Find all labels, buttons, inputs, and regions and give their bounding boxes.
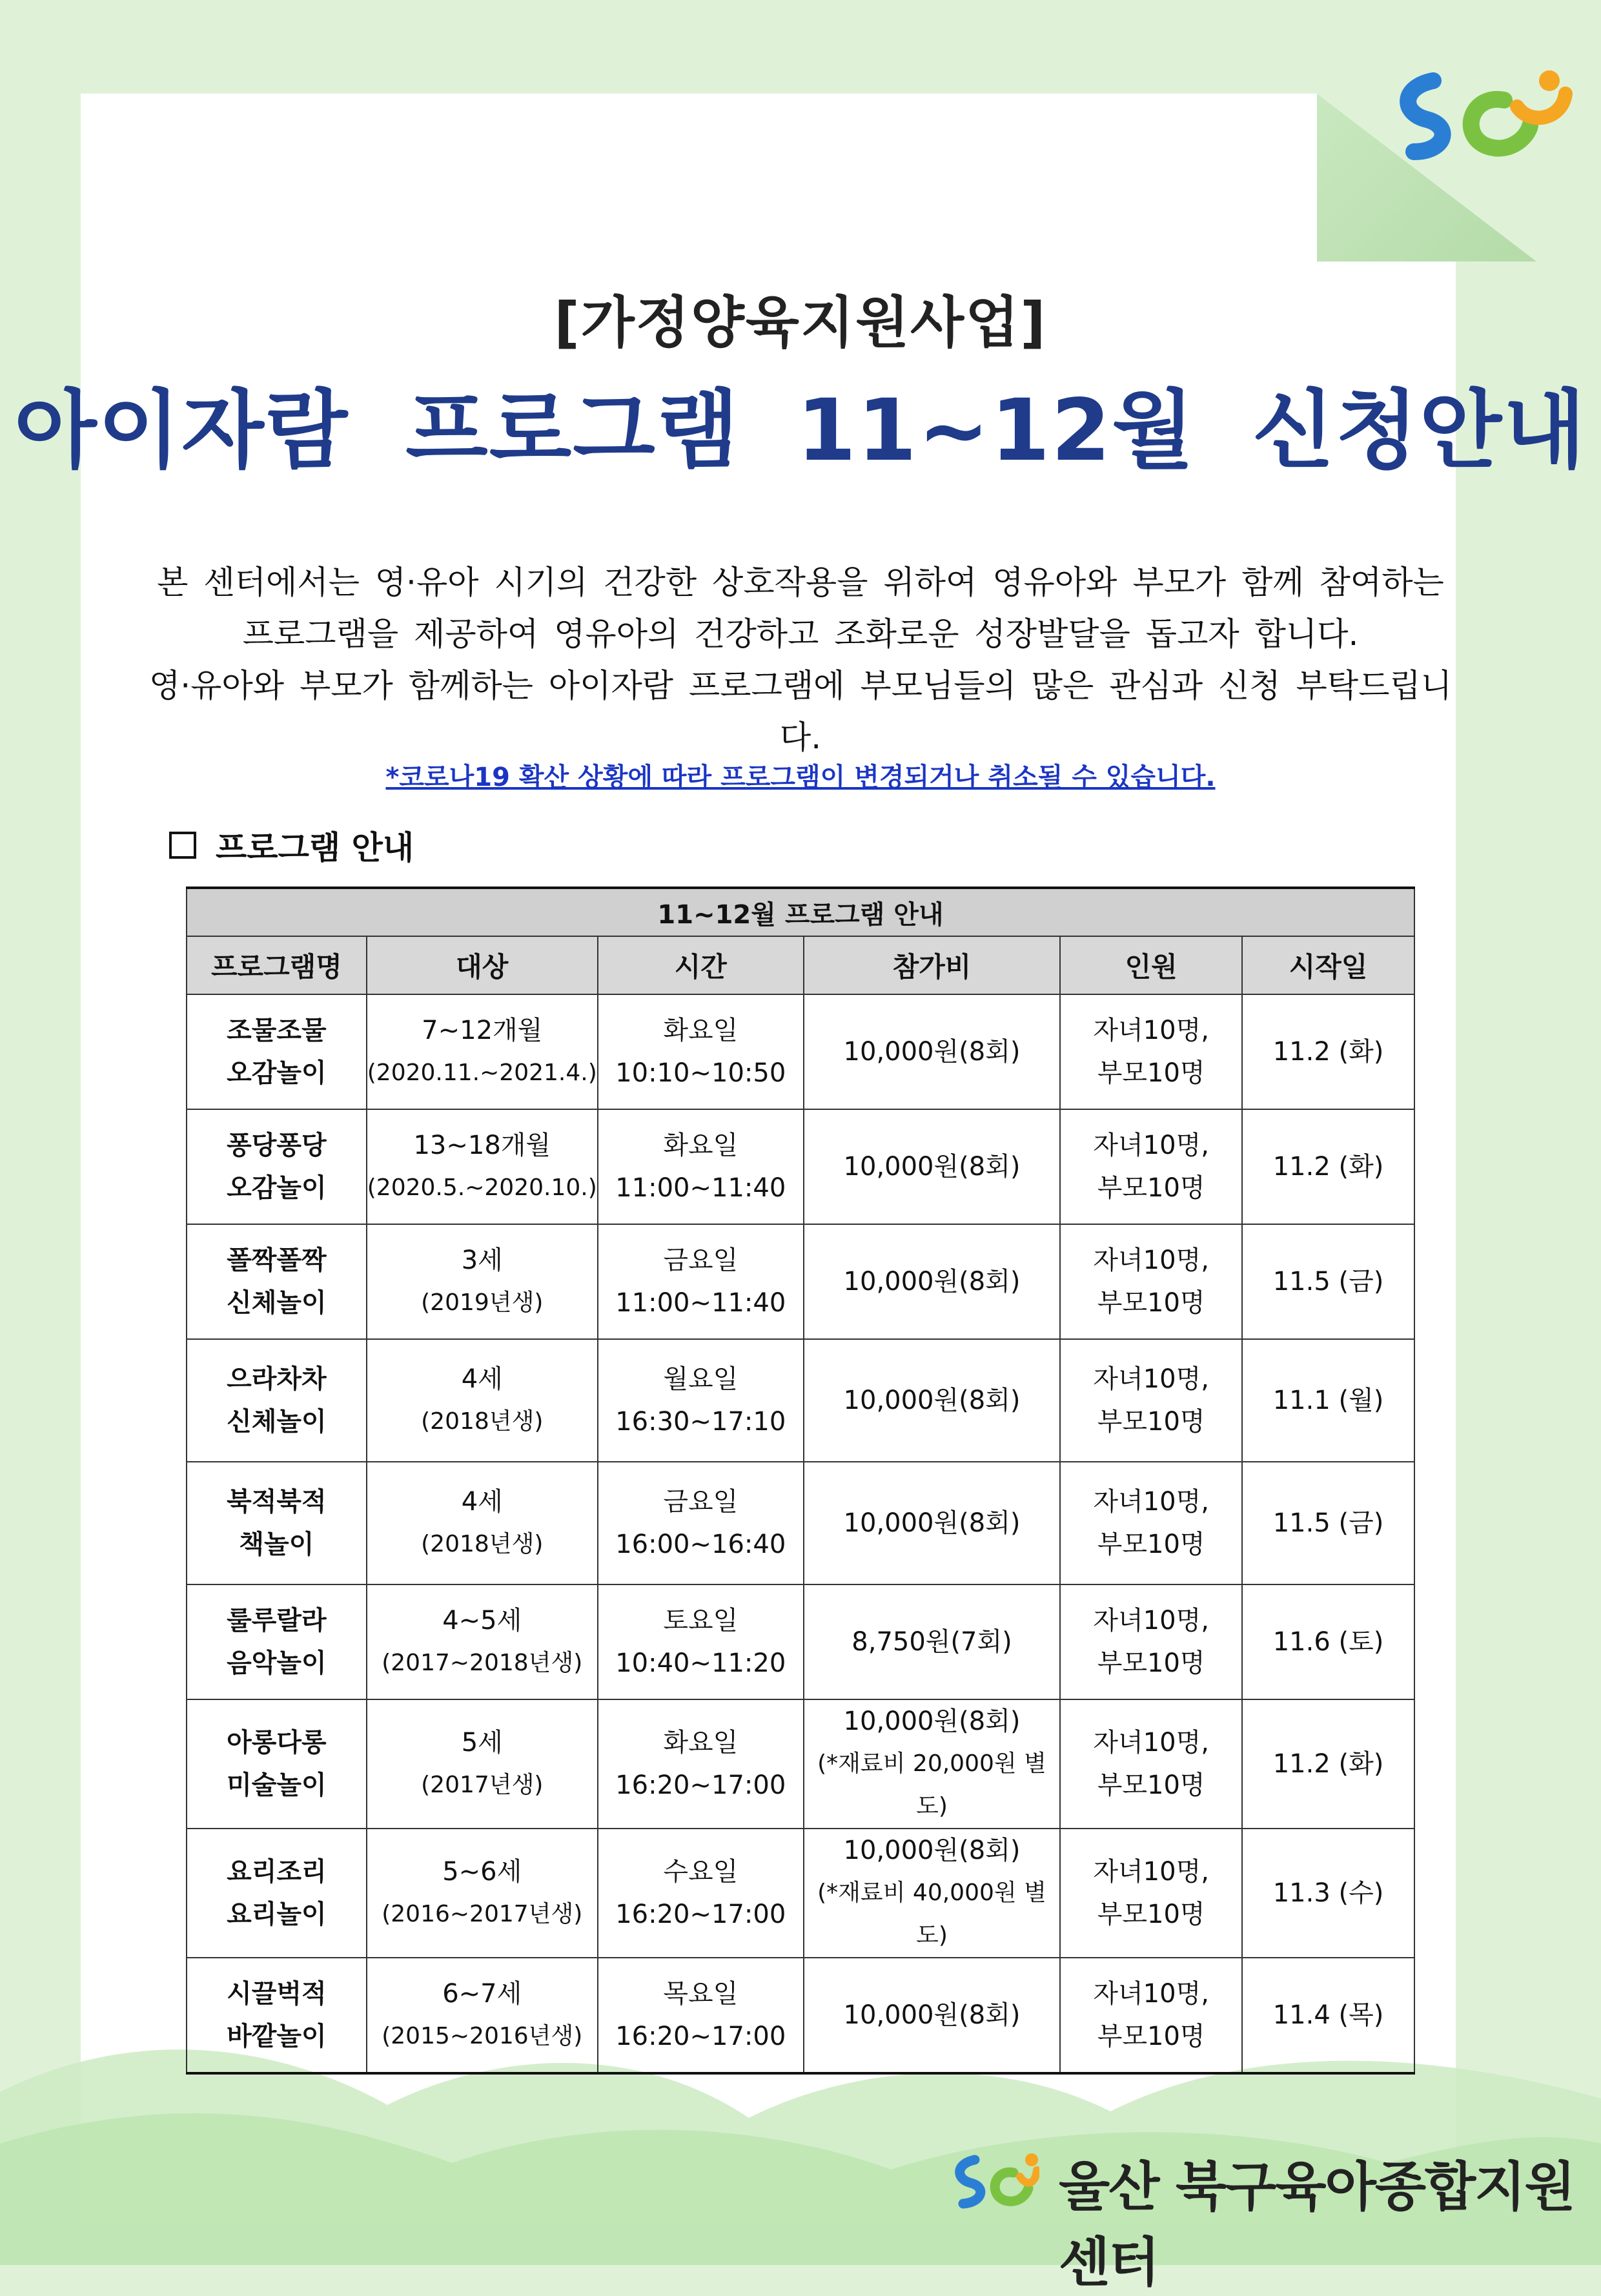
cell-cap-line-2: 부모10명 (1097, 1173, 1205, 1203)
cell-fee-line-1: 10,000원(8회) (843, 1836, 1021, 1865)
cell-time-line-2: 11:00~11:40 (615, 1288, 786, 1318)
header-time: 시간 (598, 936, 804, 994)
table-row (187, 1699, 1414, 1829)
cell-cap-line-2: 부모10명 (1097, 1530, 1205, 1559)
cell-cap (1060, 1584, 1242, 1699)
cell-fee-line-2: (*재료비 40,000원 별도) (817, 1880, 1046, 1949)
cell-time-line-2: 16:20~17:00 (615, 2022, 786, 2051)
cell-target-line-2: (2018년생) (421, 1408, 544, 1435)
cell-fee (804, 1109, 1060, 1224)
footer-logo-icon (949, 2147, 1039, 2218)
cell-time (598, 1109, 804, 1224)
cell-time (598, 1829, 804, 1958)
cell-name (187, 1462, 367, 1584)
cell-name-line-1: 퐁당퐁당 (227, 1131, 327, 1160)
cell-target-line-1: 3세 (461, 1245, 503, 1275)
category-title: [가정양육지원사업] (554, 291, 1047, 355)
cell-cap-line-1: 자녀10명, (1093, 1487, 1209, 1517)
cell-name (187, 1584, 367, 1699)
table-row (187, 1462, 1414, 1584)
table-row (187, 1224, 1414, 1339)
cell-time-line-2: 11:00~11:40 (615, 1173, 786, 1203)
cell-cap-line-1: 자녀10명, (1093, 1131, 1209, 1160)
intro-line-2: 프로그램을 제공하여 영유아의 건강하고 조화로운 성장발달을 돕고자 합니다. (242, 615, 1359, 653)
cell-fee (804, 1462, 1060, 1584)
cell-target-line-2: (2018년생) (421, 1531, 544, 1557)
cell-name (187, 1224, 367, 1339)
cell-time (598, 1339, 804, 1462)
cell-name (187, 1109, 367, 1224)
cell-cap-line-1: 자녀10명, (1093, 1857, 1209, 1887)
cell-fee-line-1: 10,000원(8회) (843, 1707, 1021, 1736)
cell-start-line-1: 11.1 (월) (1272, 1386, 1384, 1415)
cell-name (187, 1339, 367, 1462)
header-capacity: 인원 (1060, 936, 1242, 994)
cell-target (367, 994, 598, 1109)
cell-start (1242, 1829, 1414, 1958)
cell-cap (1060, 1829, 1242, 1958)
cell-name-line-1: 조물조물 (227, 1016, 327, 1045)
cell-name-line-2: 미술놀이 (227, 1770, 327, 1800)
cell-cap (1060, 1462, 1242, 1584)
table-row (187, 1829, 1414, 1958)
cell-start-line-1: 11.2 (화) (1272, 1152, 1384, 1182)
cell-cap-line-2: 부모10명 (1097, 1407, 1205, 1437)
cell-target-line-2: (2016~2017년생) (382, 1901, 583, 1927)
center-logo-icon (1388, 55, 1575, 171)
cell-start-line-1: 11.5 (금) (1272, 1267, 1384, 1297)
cell-target (367, 1699, 598, 1829)
cell-time (598, 1958, 804, 2073)
intro-paragraph (129, 557, 1472, 763)
cell-fee-line-1: 10,000원(8회) (843, 1037, 1021, 1067)
cell-time (598, 1699, 804, 1829)
cell-time-line-2: 16:20~17:00 (615, 1770, 786, 1800)
cell-name-line-2: 오감놀이 (227, 1058, 327, 1088)
table-row (187, 994, 1414, 1109)
cell-cap-line-2: 부모10명 (1097, 1648, 1205, 1678)
cell-fee-line-1: 10,000원(8회) (843, 2000, 1021, 2030)
header-target: 대상 (367, 936, 598, 994)
cell-name-line-1: 폴짝폴짝 (227, 1245, 327, 1275)
cell-cap-line-2: 부모10명 (1097, 1770, 1205, 1800)
table-row (187, 1109, 1414, 1224)
cell-target (367, 1462, 598, 1584)
cell-name (187, 1829, 367, 1958)
cell-time-line-1: 금요일 (663, 1487, 739, 1517)
cell-time-line-1: 토요일 (663, 1606, 739, 1635)
header-start-date: 시작일 (1242, 936, 1414, 994)
cell-target-line-1: 5~6세 (442, 1857, 522, 1887)
cell-name-line-1: 요리조리 (227, 1857, 327, 1887)
cell-name-line-2: 신체놀이 (227, 1288, 327, 1318)
cell-fee (804, 1699, 1060, 1829)
cell-time-line-2: 10:10~10:50 (615, 1058, 786, 1088)
intro-line-1: 본 센터에서는 영·유아 시기의 건강한 상호작용을 위하여 영유아와 부모가 함께 참여하는 (157, 564, 1444, 601)
checkbox-square-icon (169, 832, 196, 859)
cell-target (367, 1829, 598, 1958)
cell-target-line-2: (2019년생) (421, 1289, 544, 1316)
cell-name (187, 994, 367, 1109)
cell-fee-line-2: (*재료비 20,000원 별도) (817, 1750, 1046, 1819)
cell-cap (1060, 1339, 1242, 1462)
cell-target (367, 1339, 598, 1462)
cell-cap-line-1: 자녀10명, (1093, 1364, 1209, 1394)
cell-cap-line-2: 부모10명 (1097, 1058, 1205, 1088)
cell-cap-line-1: 자녀10명, (1093, 1245, 1209, 1275)
cell-time-line-1: 금요일 (663, 1245, 739, 1275)
cell-time-line-1: 화요일 (663, 1131, 739, 1160)
cell-time (598, 1462, 804, 1584)
intro-line-3: 영·유아와 부모가 함께하는 아이자람 프로그램에 부모님들의 많은 관심과 신청 부탁드립니다. (148, 667, 1453, 756)
header-fee: 참가비 (804, 936, 1060, 994)
cell-fee (804, 1339, 1060, 1462)
cell-target-line-1: 4~5세 (442, 1606, 522, 1635)
cell-start (1242, 1699, 1414, 1829)
cell-name-line-2: 신체놀이 (227, 1407, 327, 1437)
cell-target-line-1: 13~18개월 (413, 1131, 551, 1160)
cell-start-line-1: 11.6 (토) (1272, 1627, 1384, 1657)
cell-fee-line-1: 8,750원(7회) (851, 1627, 1012, 1657)
cell-cap (1060, 1958, 1242, 2073)
cell-fee (804, 1224, 1060, 1339)
program-table (186, 887, 1415, 2075)
cell-cap-line-2: 부모10명 (1097, 1288, 1205, 1318)
cell-name-line-2: 음악놀이 (227, 1648, 327, 1678)
cell-target (367, 1109, 598, 1224)
cell-name-line-1: 아롱다롱 (227, 1728, 327, 1758)
cell-name-line-1: 북적북적 (227, 1487, 327, 1517)
cell-target-line-1: 4세 (461, 1364, 503, 1394)
cell-cap-line-1: 자녀10명, (1093, 1606, 1209, 1635)
cell-target (367, 1224, 598, 1339)
cell-target-line-2: (2017~2018년생) (382, 1650, 583, 1676)
cell-start-line-1: 11.4 (목) (1272, 2000, 1384, 2030)
cell-target-line-2: (2020.5.~2020.10.) (367, 1174, 597, 1201)
header-program-name: 프로그램명 (187, 936, 367, 994)
cell-start (1242, 994, 1414, 1109)
cell-fee-line-1: 10,000원(8회) (843, 1267, 1021, 1297)
cell-time (598, 994, 804, 1109)
cell-start (1242, 1109, 1414, 1224)
cell-time-line-1: 수요일 (663, 1857, 739, 1887)
cell-start-line-1: 11.2 (화) (1272, 1749, 1384, 1779)
cell-time-line-1: 화요일 (663, 1016, 739, 1045)
cell-cap-line-1: 자녀10명, (1093, 1979, 1209, 2009)
cell-time-line-1: 월요일 (663, 1364, 739, 1394)
organization-name: 울산 북구육아종합지원센터 (1059, 2157, 1575, 2293)
cell-name-line-1: 시끌벅적 (227, 1979, 327, 2009)
table-row (187, 1339, 1414, 1462)
table-row (187, 1958, 1414, 2073)
cell-name-line-2: 책놀이 (239, 1530, 314, 1559)
cell-start-line-1: 11.3 (수) (1272, 1878, 1384, 1908)
cell-name-line-2: 오감놀이 (227, 1173, 327, 1203)
cell-target-line-2: (2020.11.~2021.4.) (367, 1060, 597, 1086)
cell-target-line-1: 4세 (461, 1487, 503, 1517)
cell-time-line-1: 화요일 (663, 1728, 739, 1758)
cell-name-line-2: 바깥놀이 (227, 2022, 327, 2051)
cell-time-line-2: 10:40~11:20 (615, 1648, 786, 1678)
cell-target-line-2: (2017년생) (421, 1772, 544, 1798)
cell-target (367, 1958, 598, 2073)
cell-target-line-1: 7~12개월 (422, 1016, 543, 1045)
section-title: 프로그램 안내 (216, 829, 414, 866)
cell-target (367, 1584, 598, 1699)
cell-name-line-2: 요리놀이 (227, 1900, 327, 1929)
cell-cap-line-2: 부모10명 (1097, 2022, 1205, 2051)
cell-cap-line-1: 자녀10명, (1093, 1016, 1209, 1045)
cell-cap (1060, 1699, 1242, 1829)
covid-notice: *코로나19 확산 상황에 따라 프로그램이 변경되거나 취소될 수 있습니다. (385, 763, 1216, 792)
cell-fee (804, 1958, 1060, 2073)
cell-cap (1060, 1109, 1242, 1224)
cell-name (187, 1958, 367, 2073)
cell-target-line-1: 5세 (461, 1728, 503, 1758)
cell-cap (1060, 994, 1242, 1109)
cell-fee (804, 1584, 1060, 1699)
cell-start-line-1: 11.5 (금) (1272, 1508, 1384, 1538)
cell-fee (804, 994, 1060, 1109)
cell-time-line-2: 16:20~17:00 (615, 1900, 786, 1929)
table-caption: 11~12월 프로그램 안내 (187, 888, 1414, 936)
cell-start (1242, 1958, 1414, 2073)
cell-name (187, 1699, 367, 1829)
cell-time-line-2: 16:00~16:40 (615, 1530, 786, 1559)
cell-fee (804, 1829, 1060, 1958)
cell-target-line-1: 6~7세 (442, 1979, 522, 2009)
table-header-row (187, 936, 1414, 994)
cell-fee-line-1: 10,000원(8회) (843, 1386, 1021, 1415)
cell-fee-line-1: 10,000원(8회) (843, 1508, 1021, 1538)
page-title: 아이자람 프로그램 11~12월 신청안내 (14, 381, 1587, 480)
table-row (187, 1584, 1414, 1699)
cell-target-line-2: (2015~2016년생) (382, 2023, 583, 2049)
cell-name-line-1: 으라차차 (227, 1364, 327, 1394)
cell-cap (1060, 1224, 1242, 1339)
cell-time-line-1: 목요일 (663, 1979, 739, 2009)
cell-start (1242, 1584, 1414, 1699)
cell-time (598, 1584, 804, 1699)
cell-time-line-2: 16:30~17:10 (615, 1407, 786, 1437)
cell-time (598, 1224, 804, 1339)
cell-cap-line-1: 자녀10명, (1093, 1728, 1209, 1758)
cell-start (1242, 1224, 1414, 1339)
cell-name-line-1: 룰루랄라 (227, 1606, 327, 1635)
section-heading (169, 822, 414, 868)
cell-start (1242, 1339, 1414, 1462)
cell-start-line-1: 11.2 (화) (1272, 1037, 1384, 1067)
cell-cap-line-2: 부모10명 (1097, 1900, 1205, 1929)
cell-fee-line-1: 10,000원(8회) (843, 1152, 1021, 1182)
cell-start (1242, 1462, 1414, 1584)
